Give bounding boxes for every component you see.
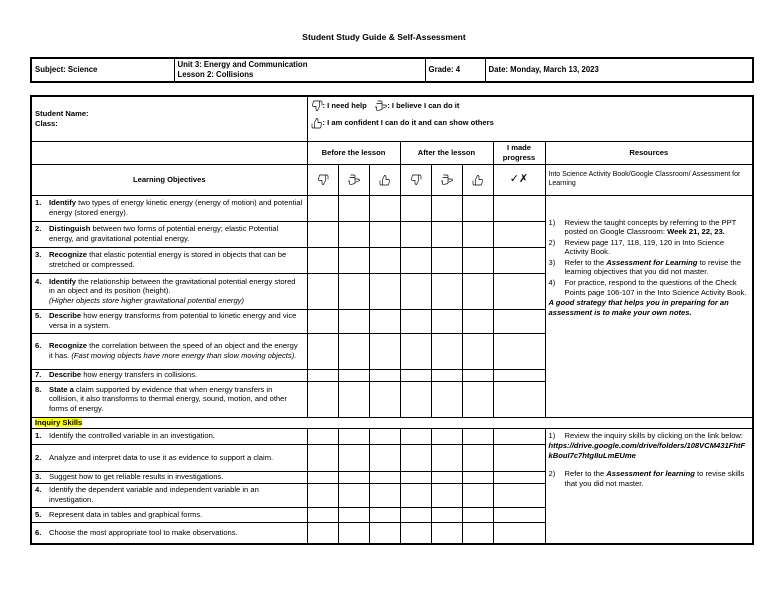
inquiry-number: 4. — [35, 485, 42, 495]
progress-box[interactable] — [493, 483, 545, 507]
unit-lesson-cell — [174, 58, 425, 82]
rating-box[interactable] — [400, 428, 431, 444]
rating-box[interactable] — [307, 247, 338, 273]
inquiry-text: Suggest how to get reliable results in investigations. — [49, 472, 224, 482]
rating-box[interactable] — [431, 273, 462, 309]
progress-box[interactable] — [493, 471, 545, 483]
rating-box[interactable] — [431, 381, 462, 417]
resource-3-emph: Assessment for Learning — [606, 257, 698, 267]
rating-box[interactable] — [462, 522, 493, 544]
thumb-up-icon — [379, 174, 391, 186]
rating-box[interactable] — [431, 471, 462, 483]
after-help-cell — [400, 164, 431, 195]
rating-box[interactable] — [369, 369, 400, 381]
legend-confident: : I am confident I can do it and can show others — [322, 118, 494, 127]
objective-text: how energy transforms from potential to kinetic energy and vice versa in a system. — [49, 311, 297, 330]
rating-box[interactable] — [400, 471, 431, 483]
rating-box[interactable] — [338, 195, 369, 221]
rating-box[interactable] — [338, 309, 369, 333]
rating-box[interactable] — [369, 483, 400, 507]
rating-box[interactable] — [400, 309, 431, 333]
resource-3-text-c: to revise the learning objectives that you did not master. — [564, 257, 741, 277]
rating-box[interactable] — [307, 522, 338, 544]
rating-box[interactable] — [462, 247, 493, 273]
rating-box[interactable] — [307, 195, 338, 221]
rating-box[interactable] — [369, 444, 400, 471]
resources-subheader: Into Science Activity Book/Google Classroom/ Assessment for Learning — [545, 164, 753, 195]
progress-box[interactable] — [493, 221, 545, 247]
objective-number: 3. — [35, 250, 42, 260]
rating-box[interactable] — [431, 309, 462, 333]
objective-verb: Describe — [49, 311, 82, 321]
rating-box[interactable] — [369, 333, 400, 369]
objective-text: that elastic potential energy is stored in objects that can be stretched or compressed. — [49, 250, 287, 269]
date-cell: Date: Monday, March 13, 2023 — [485, 58, 753, 82]
resources-header: Resources — [545, 141, 753, 164]
thumb-down-icon — [410, 174, 422, 186]
rating-box[interactable] — [431, 195, 462, 221]
rating-box[interactable] — [338, 428, 369, 444]
inquiry-text: Represent data in tables and graphical forms. — [49, 509, 203, 519]
header-table — [30, 57, 754, 83]
objective-text: two types of energy kinetic energy (energy of motion) and potential energy (stored energy). — [49, 198, 303, 217]
grade-cell: Grade: 4 — [425, 58, 485, 82]
rating-box[interactable] — [400, 369, 431, 381]
progress-box[interactable] — [493, 273, 545, 309]
thumb-side-icon — [441, 174, 453, 186]
rating-box[interactable] — [338, 247, 369, 273]
rating-box[interactable] — [400, 273, 431, 309]
objective-text: between two forms of potential energy; elastic Potential energy, and gravitational potential energy. — [49, 224, 279, 243]
rating-box[interactable] — [369, 221, 400, 247]
inquiry-resource-2-text-c: to revise skills that you did not master. — [564, 469, 745, 488]
lesson-label: Lesson 2: Collisions — [177, 70, 254, 79]
rating-box[interactable] — [462, 309, 493, 333]
class-label: Class: — [35, 118, 58, 128]
rating-box[interactable] — [307, 381, 338, 417]
inquiry-resource-2-emph: Assessment for learning — [606, 469, 695, 479]
objective-row — [31, 195, 753, 221]
objective-number: 1. — [35, 198, 42, 208]
rating-box[interactable] — [431, 333, 462, 369]
rating-box[interactable] — [400, 522, 431, 544]
before-lesson-header: Before the lesson — [307, 141, 400, 164]
rating-box[interactable] — [307, 444, 338, 471]
objective-verb: Identify — [49, 198, 77, 208]
rating-box[interactable] — [369, 471, 400, 483]
inquiry-text: Identify the dependent variable and independent variable in an investigation. — [49, 485, 259, 504]
rating-box[interactable] — [400, 333, 431, 369]
rating-box[interactable] — [369, 247, 400, 273]
rating-box[interactable] — [400, 444, 431, 471]
objective-number: 8. — [35, 384, 42, 394]
blank-header — [31, 141, 307, 164]
objective-text: the relationship between the gravitational potential energy stored in an object and its position (height). — [49, 276, 296, 296]
rating-box[interactable] — [431, 221, 462, 247]
rating-box[interactable] — [338, 333, 369, 369]
rating-box[interactable] — [307, 507, 338, 522]
progress-header: I made progress — [493, 141, 545, 164]
rating-box[interactable] — [369, 522, 400, 544]
progress-box[interactable] — [493, 369, 545, 381]
progress-box[interactable] — [493, 444, 545, 471]
rating-box[interactable] — [400, 483, 431, 507]
objective-number: 2. — [35, 224, 42, 234]
rating-box[interactable] — [431, 444, 462, 471]
inquiry-skills-label: Inquiry Skills — [35, 417, 83, 427]
rating-box[interactable] — [338, 507, 369, 522]
progress-box[interactable] — [493, 195, 545, 221]
rating-box[interactable] — [400, 247, 431, 273]
thumb-down-icon — [311, 100, 323, 112]
inquiry-number: 6. — [35, 527, 42, 537]
rating-box[interactable] — [307, 428, 338, 444]
rating-box[interactable] — [462, 333, 493, 369]
legend-believe: : I believe I can do it — [387, 101, 460, 110]
rating-box[interactable] — [462, 471, 493, 483]
unit-label: Unit 3: Energy and Communication — [177, 60, 308, 70]
rating-box[interactable] — [338, 273, 369, 309]
rating-box[interactable] — [338, 483, 369, 507]
rating-box[interactable] — [307, 369, 338, 381]
rating-box[interactable] — [431, 522, 462, 544]
progress-box[interactable] — [493, 381, 545, 417]
progress-box[interactable] — [493, 522, 545, 544]
student-name-label: Student Name: — [35, 109, 89, 119]
rating-box[interactable] — [431, 428, 462, 444]
rating-box[interactable] — [369, 428, 400, 444]
rating-box[interactable] — [369, 195, 400, 221]
rating-box[interactable] — [338, 369, 369, 381]
rating-box[interactable] — [462, 428, 493, 444]
rating-box[interactable] — [307, 483, 338, 507]
thumb-side-icon — [348, 174, 360, 186]
thumb-side-icon — [375, 100, 387, 112]
document-title: Student Study Guide & Self-Assessment — [302, 32, 466, 42]
objective-verb: Recognize — [49, 250, 87, 260]
inquiry-number: 1. — [35, 431, 42, 441]
drive-folder-link[interactable]: https://drive.google.com/drive/folders/108VCM431FhtFkBouI7c7htgIIuLmEUme — [548, 441, 746, 460]
resource-2-text: Review page 117, 118, 119, 120 in Into Science Activity Book. — [564, 237, 725, 257]
objective-verb: Distinguish — [49, 224, 91, 234]
progress-box[interactable] — [493, 309, 545, 333]
rating-box[interactable] — [400, 381, 431, 417]
rating-box[interactable] — [431, 483, 462, 507]
rating-box[interactable] — [431, 507, 462, 522]
rating-box[interactable] — [462, 483, 493, 507]
subject-cell: Subject: Science — [31, 58, 174, 82]
rating-box[interactable] — [307, 471, 338, 483]
progress-box[interactable] — [493, 507, 545, 522]
objective-number: 6. — [35, 341, 42, 351]
objective-number: 7. — [35, 370, 42, 380]
rating-box[interactable] — [307, 221, 338, 247]
resource-1-weeks: Week 21, 22, 23. — [667, 227, 725, 237]
rating-box[interactable] — [369, 381, 400, 417]
rating-box[interactable] — [462, 273, 493, 309]
rating-box[interactable] — [338, 444, 369, 471]
learning-objectives-header: Learning Objectives — [31, 164, 307, 195]
rating-box[interactable] — [431, 369, 462, 381]
rating-box[interactable] — [462, 381, 493, 417]
rating-box[interactable] — [307, 273, 338, 309]
rating-box[interactable] — [462, 369, 493, 381]
rating-box[interactable] — [369, 273, 400, 309]
objective-number: 4. — [35, 276, 42, 286]
objective-verb: Recognize — [49, 341, 87, 351]
objective-number: 5. — [35, 311, 42, 321]
progress-box[interactable] — [493, 333, 545, 369]
resource-1-text: Review the taught concepts by referring to the PPT posted on Google Classroom: — [564, 217, 737, 237]
inquiry-text: Identify the controlled variable in an investigation. — [49, 431, 215, 441]
objective-verb: Describe — [49, 370, 82, 380]
rating-box[interactable] — [307, 333, 338, 369]
before-help-cell — [307, 164, 338, 195]
inquiry-resource-2-text-a: Refer to the — [564, 469, 607, 479]
inquiry-text: Analyze and interpret data to use it as evidence to support a claim. — [49, 452, 274, 462]
assessment-table — [30, 95, 754, 545]
legend-help: : I need help — [322, 101, 367, 110]
progress-box[interactable] — [493, 247, 545, 273]
thumb-up-icon — [311, 117, 323, 129]
student-info-cell — [31, 96, 307, 141]
rating-box[interactable] — [369, 507, 400, 522]
rating-box[interactable] — [338, 381, 369, 417]
rating-box[interactable] — [462, 507, 493, 522]
objective-note: (Higher objects store higher gravitational potential energy) — [49, 295, 245, 305]
rating-box[interactable] — [338, 221, 369, 247]
legend-cell — [307, 96, 753, 141]
inquiry-number: 2. — [35, 452, 42, 462]
rating-box[interactable] — [400, 221, 431, 247]
objective-text: claim supported by evidence that when energy transfers in collision, it also transforms to thermal energy, sound, motion, and other forms of energy. — [49, 384, 287, 413]
check-cross-marks: ✓✗ — [493, 164, 545, 195]
rating-box[interactable] — [462, 221, 493, 247]
inquiry-row — [31, 428, 753, 444]
after-believe-cell — [431, 164, 462, 195]
study-strategy-note: A good strategy that helps you in preparing for an assessment is to make your own notes. — [548, 298, 729, 317]
objectives-resources-cell: 1) Review the taught concepts by referring to the PPT posted on Google Classroom: Week 21, 22, 23. 2) Review page 117, 118, 119, 120 in Into Science Activity Book. 3) Refer to the Assessment for Learning to revise the learning objectives that you did not master. 4) For practice, respond to the questions of the Check Points page 106-107 in the Into Science Activity Book. A good strategy that helps you in preparing for an assessment is to make your own notes. — [545, 195, 753, 417]
inquiry-number: 3. — [35, 472, 42, 482]
rating-box[interactable] — [369, 309, 400, 333]
inquiry-resource-1-text: Review the inquiry skills by clicking on the link below: — [564, 430, 744, 440]
inquiry-resources-cell: 1) Review the inquiry skills by clicking on the link below: https://drive.google.com/drive/folders/108VCM431FhtFkBouI7c7htgIIuLmEUme 2) Refer to the Assessment for learning to revise skills that you did not master. — [545, 428, 753, 544]
rating-box[interactable] — [338, 471, 369, 483]
inquiry-skills-section — [31, 417, 753, 428]
before-confident-cell — [369, 164, 400, 195]
objective-text: how energy transfers in collisions. — [81, 370, 198, 380]
rating-box[interactable] — [462, 444, 493, 471]
progress-box[interactable] — [493, 428, 545, 444]
rating-box[interactable] — [338, 522, 369, 544]
rating-box[interactable] — [307, 309, 338, 333]
rating-box[interactable] — [462, 195, 493, 221]
objective-note: (Fast moving objects have more energy than slow moving objects). — [71, 351, 297, 360]
after-confident-cell — [462, 164, 493, 195]
rating-box[interactable] — [400, 195, 431, 221]
rating-box[interactable] — [400, 507, 431, 522]
before-believe-cell — [338, 164, 369, 195]
inquiry-number: 5. — [35, 509, 42, 519]
after-lesson-header: After the lesson — [400, 141, 493, 164]
inquiry-text: Choose the most appropriate tool to make observations. — [49, 527, 238, 537]
objective-verb: State a — [49, 384, 74, 394]
objective-text: the correlation between the speed of an object and the energy it has. — [49, 341, 298, 360]
objective-verb: Identify — [49, 276, 77, 286]
thumb-down-icon — [317, 174, 329, 186]
rating-box[interactable] — [431, 247, 462, 273]
thumb-up-icon — [472, 174, 484, 186]
resource-3-text-a: Refer to the — [564, 257, 607, 267]
resource-4-text: For practice, respond to the questions of the Check Points page 106-107 in the Into Science Activity Book. — [564, 278, 747, 297]
